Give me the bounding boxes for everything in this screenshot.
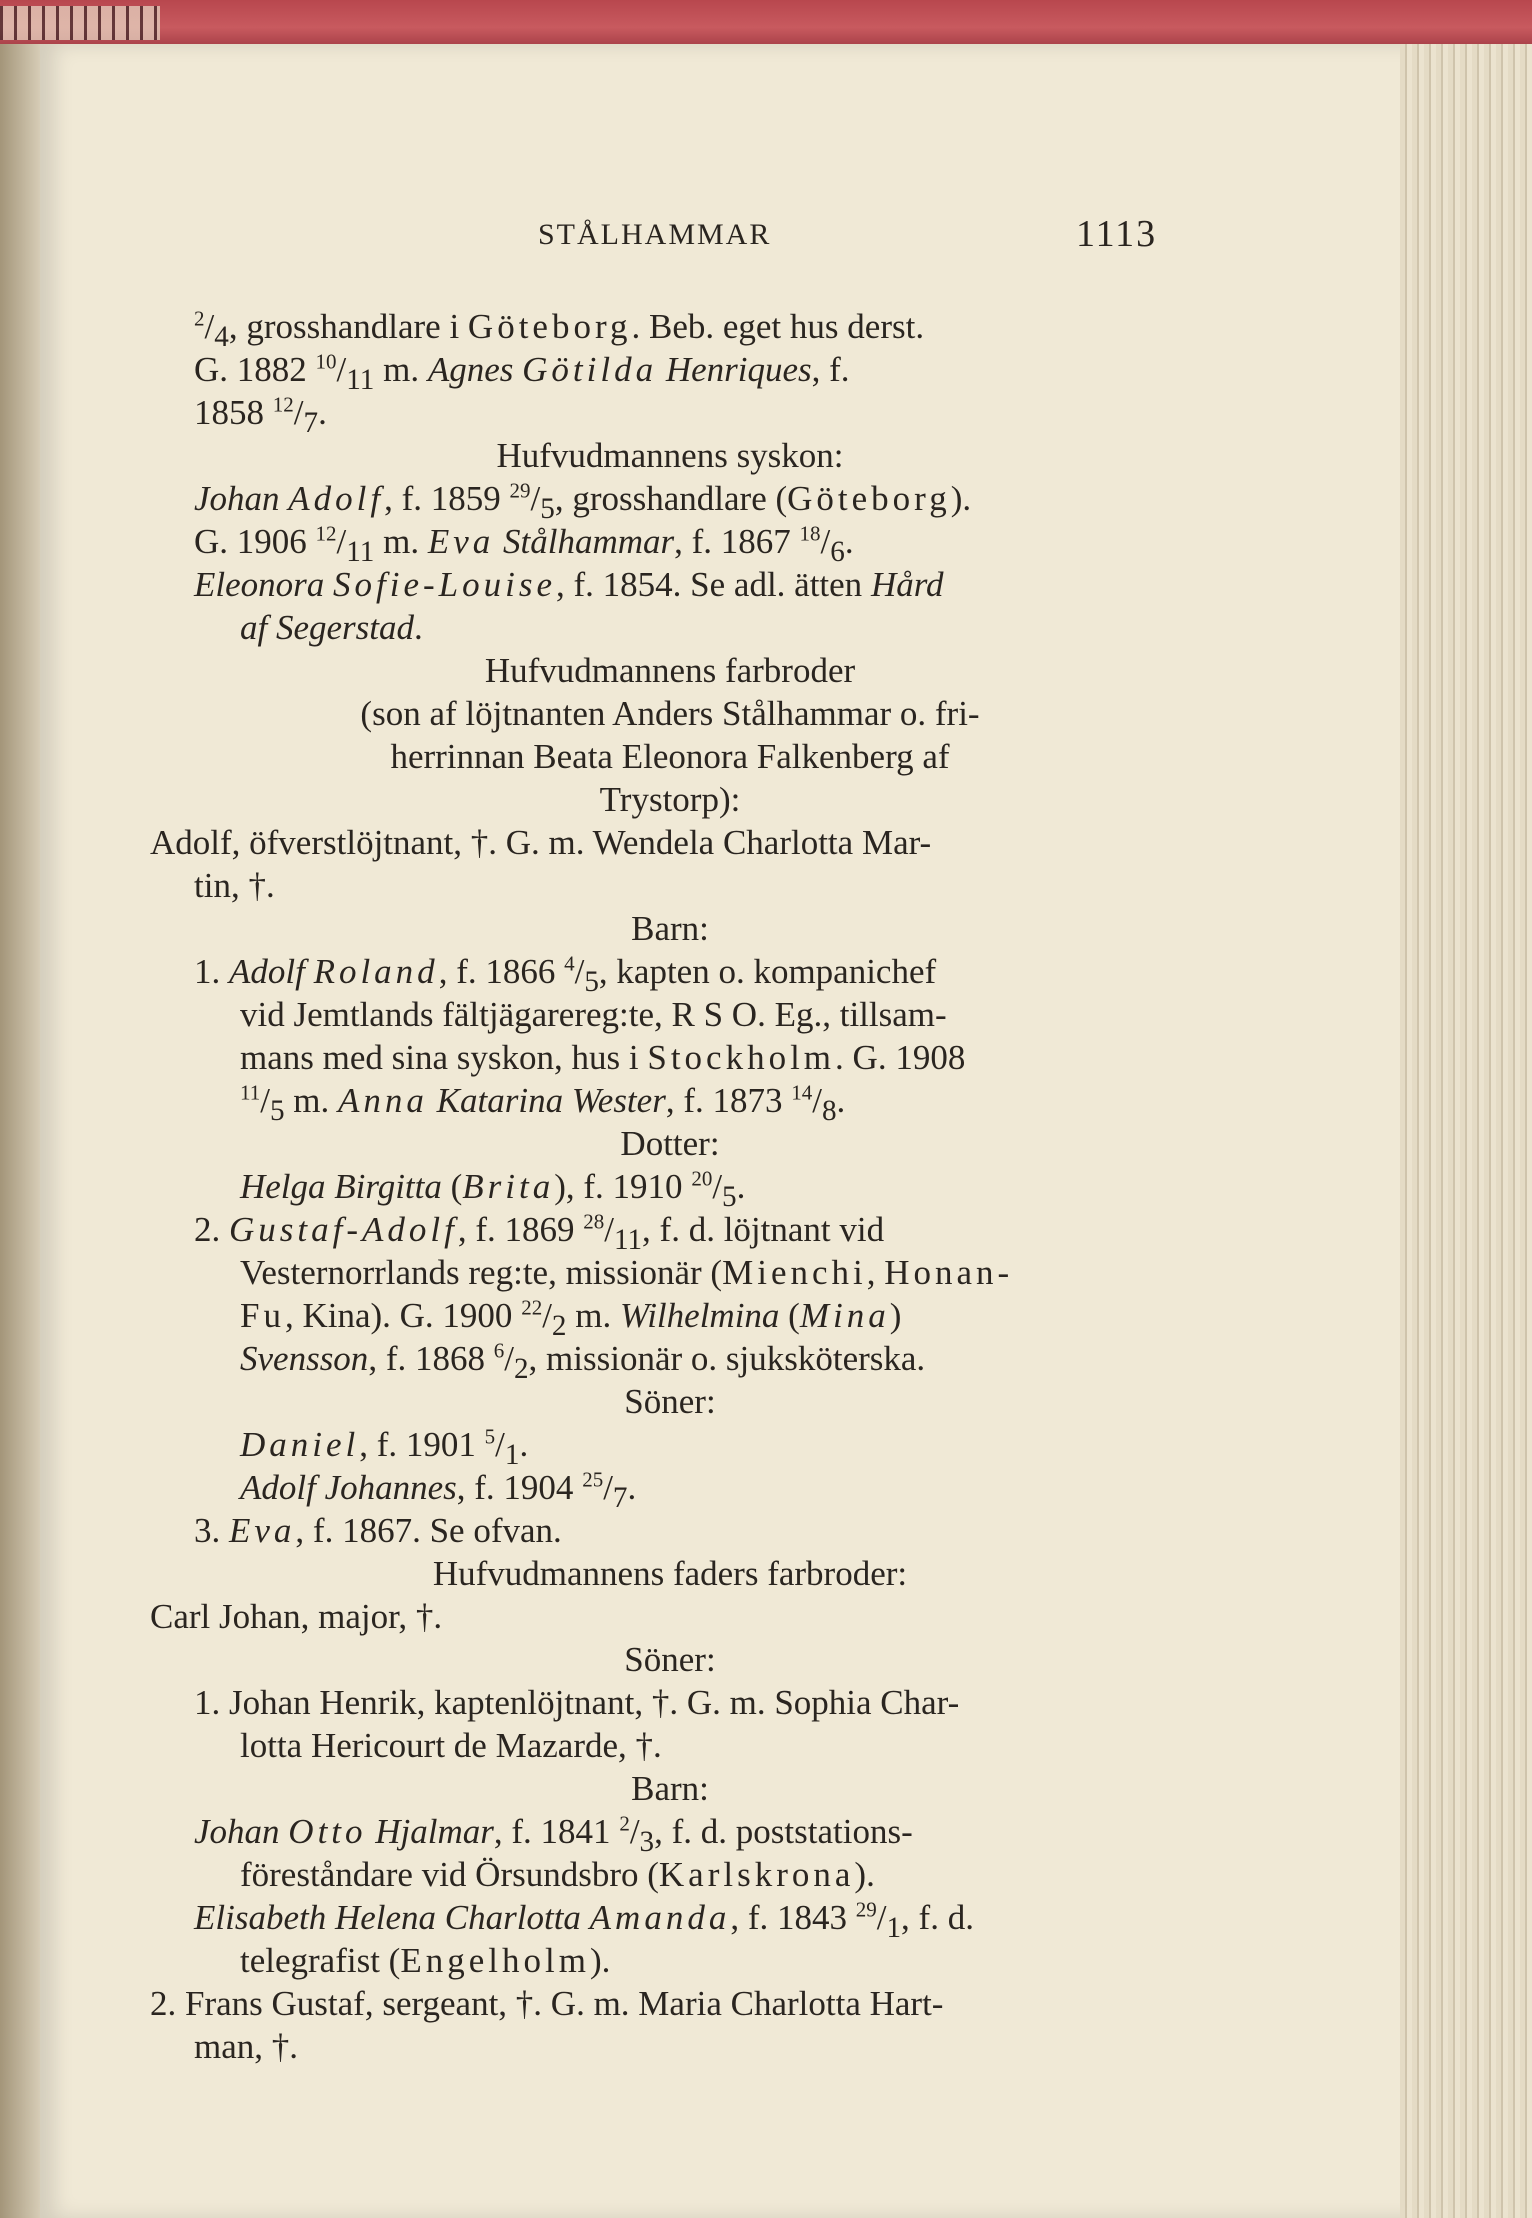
page-number: 1113	[1076, 213, 1158, 255]
page-edges	[1400, 44, 1532, 2218]
text-line: af Segerstad.	[240, 608, 423, 647]
text-line: Johan Adolf, f. 1859 $^{29}/_5$, grosshandlare (Göteborg).	[194, 478, 972, 525]
text-line: Helga Birgitta (Brita), f. 1910 $^{20}/_5$.	[240, 1166, 746, 1213]
running-title: STÅLHAMMAR	[538, 218, 772, 251]
text-line: Eleonora Sofie-Louise, f. 1854. Se adl. ätten Hård	[194, 565, 944, 604]
text-line: Fu, Kina). G. 1900 $^{22}/_2$ m. Wilhelmina (Mina)	[240, 1295, 902, 1342]
text-line: 1. Johan Henrik, kaptenlöjtnant, †. G. m. Sophia Char-	[194, 1683, 960, 1722]
text-line: Adolf Johannes, f. 1904 $^{25}/_7$.	[240, 1467, 637, 1514]
text-line: $^{11}/_5$ m. Anna Katarina Wester, f. 1873 $^{14}/_8$.	[240, 1080, 846, 1127]
page-header	[0, 213, 1532, 258]
text-line: man, †.	[194, 2027, 299, 2066]
text-line: Barn:	[631, 1769, 709, 1808]
text-line: (son af löjtnanten Anders Stålhammar o. fri-	[360, 694, 980, 733]
text-line: Svensson, f. 1868 $^6/_2$, missionär o. sjuksköterska.	[240, 1338, 926, 1385]
text-line: vid Jemtlands fältjägarereg:te, R S O. Eg., tillsam-	[240, 995, 947, 1034]
text-line: Söner:	[624, 1382, 716, 1421]
text-line: Elisabeth Helena Charlotta Amanda, f. 1843 $^{29}/_1$, f. d.	[194, 1897, 974, 1944]
text-line: Hufvudmannens farbroder	[484, 651, 856, 690]
text-line: Hufvudmannens faders farbroder:	[432, 1554, 908, 1593]
text-line: telegrafist (Engelholm).	[240, 1941, 611, 1980]
text-line: Trystorp):	[599, 780, 741, 819]
text-line: Adolf, öfverstlöjtnant, †. G. m. Wendela Charlotta Mar-	[150, 823, 932, 862]
binding-mark	[0, 6, 160, 40]
text-line: Söner:	[624, 1640, 716, 1679]
text-line: 3. Eva, f. 1867. Se ofvan.	[194, 1511, 562, 1550]
text-line: Johan Otto Hjalmar, f. 1841 $^2/_3$, f. d. poststations-	[194, 1811, 913, 1858]
text-line: 1858 $^{12}/_7$.	[194, 392, 327, 439]
text-line: 2. Frans Gustaf, sergeant, †. G. m. Maria Charlotta Hart-	[150, 1984, 944, 2023]
text-line: Vesternorrlands reg:te, missionär (Mienchi, Honan-	[240, 1253, 1014, 1292]
top-strip	[0, 0, 1532, 46]
text-line: lotta Hericourt de Mazarde, †.	[240, 1726, 662, 1765]
text-line: herrinnan Beata Eleonora Falkenberg af	[390, 737, 950, 776]
text-line: G. 1882 $^{10}/_{11}$ m. Agnes Götilda Henriques, f.	[194, 349, 850, 396]
book-gutter	[0, 44, 40, 2218]
text-line: Daniel, f. 1901 $^5/_1$.	[240, 1424, 529, 1471]
text-line: Carl Johan, major, †.	[150, 1597, 443, 1636]
text-line: föreståndare vid Örsundsbro (Karlskrona).	[240, 1855, 875, 1894]
text-line: Barn:	[631, 909, 709, 948]
text-line: Hufvudmannens syskon:	[496, 436, 844, 475]
text-line: Dotter:	[620, 1124, 720, 1163]
body-text	[150, 305, 1190, 2068]
text-line: 2. Gustaf-Adolf, f. 1869 $^{28}/_{11}$, f. d. löjtnant vid	[194, 1209, 885, 1256]
text-line: 1. Adolf Roland, f. 1866 $^4/_5$, kapten o. kompanichef	[194, 951, 937, 998]
text-line: G. 1906 $^{12}/_{11}$ m. Eva Stålhammar, f. 1867 $^{18}/_6$.	[194, 521, 854, 568]
text-line: tin, †.	[194, 866, 275, 905]
text-line: mans med sina syskon, hus i Stockholm. G. 1908	[240, 1038, 966, 1077]
text-line: $^2/_4$, grosshandlare i Göteborg. Beb. eget hus derst.	[194, 306, 925, 353]
